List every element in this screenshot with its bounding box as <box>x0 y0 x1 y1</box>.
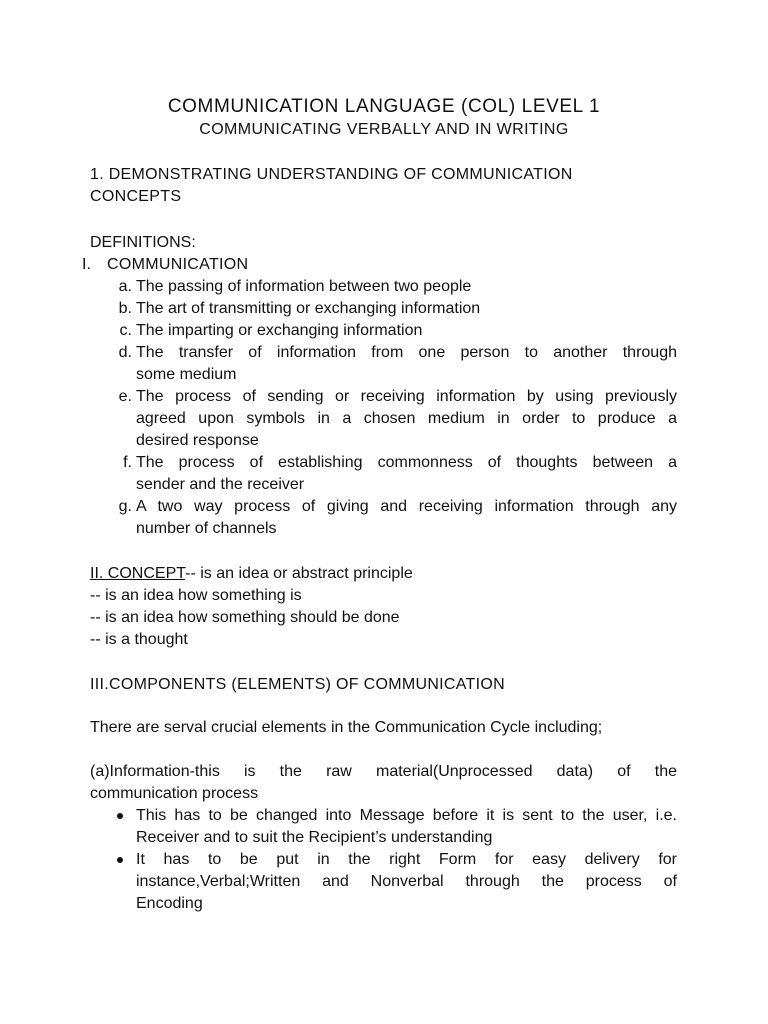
list-marker: c. <box>119 322 132 339</box>
document-title: COMMUNICATION LANGUAGE (COL) LEVEL 1 <box>167 96 601 117</box>
list-marker: f. <box>123 454 132 471</box>
bullet-icon <box>117 813 123 819</box>
components-intro: There are serval crucial elements in the Communication Cycle including; <box>90 719 603 736</box>
bullet-item-continuation: Receiver and to suit the Recipient’s understanding <box>136 829 493 846</box>
components-heading: III.COMPONENTS (ELEMENTS) OF COMMUNICATION <box>90 676 505 693</box>
list-item: The art of transmitting or exchanging information <box>136 300 481 317</box>
definitions-label: DEFINITIONS: <box>90 234 196 251</box>
list-marker: b. <box>118 300 132 317</box>
concept-line: -- is a thought <box>90 631 188 648</box>
list-item: The passing of information between two people <box>136 278 472 295</box>
list-item: A two way process of giving and receiving information through any <box>136 498 677 515</box>
concept-label: II. CONCEPT <box>90 565 186 582</box>
list-marker: e. <box>118 388 132 405</box>
list-item: The process of establishing commonness of thoughts between a <box>136 454 677 471</box>
list-marker: d. <box>118 344 132 361</box>
concept-line: -- is an idea how something should be done <box>90 609 400 626</box>
list-item-continuation: desired response <box>136 432 259 449</box>
list-item-continuation: number of channels <box>136 520 277 537</box>
bullet-item: This has to be changed into Message before it is sent to the user, i.e. <box>136 807 677 824</box>
communication-numeral: I. <box>82 256 91 273</box>
list-item: The transfer of information from one person to another through <box>136 344 677 361</box>
bullet-item-continuation: Encoding <box>136 895 203 912</box>
bullet-item: It has to be put in the right Form for easy delivery for <box>136 851 677 868</box>
section-heading-line2: CONCEPTS <box>90 188 182 205</box>
bullet-icon <box>117 857 123 863</box>
section-heading-line1: 1. DEMONSTRATING UNDERSTANDING OF COMMUNICATION <box>90 166 573 183</box>
concept-line: -- is an idea how something is <box>90 587 302 604</box>
list-item-continuation: agreed upon symbols in a chosen medium in order to produce a <box>136 410 677 427</box>
list-marker: g. <box>118 498 132 515</box>
communication-label: COMMUNICATION <box>107 256 249 273</box>
document-subtitle: COMMUNICATING VERBALLY AND IN WRITING <box>199 121 569 138</box>
list-marker: a. <box>118 278 132 295</box>
list-item-continuation: some medium <box>136 366 237 383</box>
list-item: The process of sending or receiving information by using previously <box>136 388 677 405</box>
information-paragraph: (a)Information-this is the raw material(Unprocessed data) of the <box>90 763 677 780</box>
list-item: The imparting or exchanging information <box>136 322 423 339</box>
bullet-item-continuation: instance,Verbal;Written and Nonverbal through the process of <box>136 873 677 890</box>
concept-definition: -- is an idea or abstract principle <box>185 565 413 582</box>
information-paragraph-continuation: communication process <box>90 785 259 802</box>
concept-line <box>90 563 413 585</box>
list-item-continuation: sender and the receiver <box>136 476 305 493</box>
